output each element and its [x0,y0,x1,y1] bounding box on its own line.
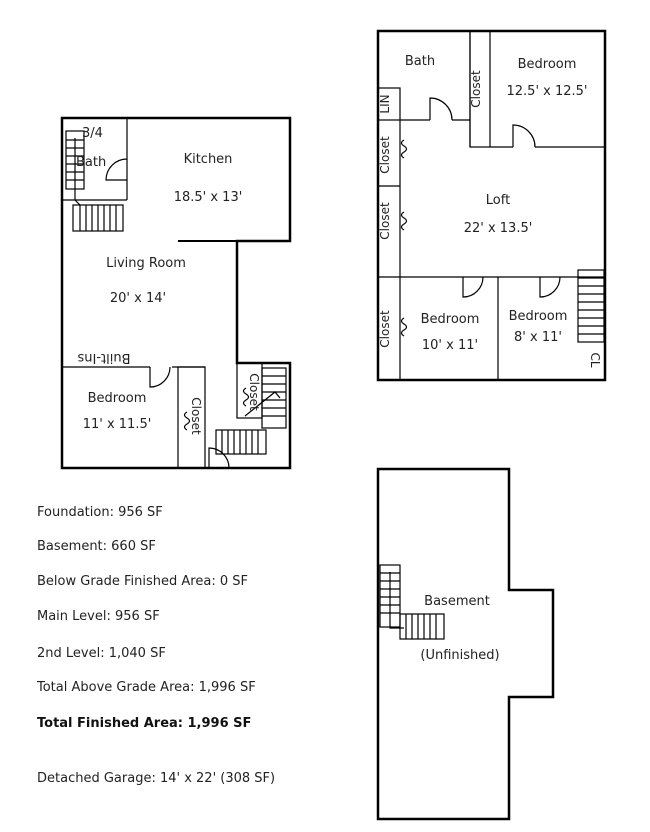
entry-door-swing [209,448,229,468]
upper-stair [578,270,604,342]
stat-basement: Basement: 660 SF [37,539,156,554]
upper-bedroom1-dims: 12.5' x 12.5' [506,84,588,99]
main-bedroom-dims: 11' x 11.5' [82,417,152,432]
loft-dims: 22' x 13.5' [463,221,533,236]
stat-detached-garage: Detached Garage: 14' x 22' (308 SF) [37,771,276,786]
upper-closet-label-b: Closet [378,136,392,174]
upper-bedroom3-label: Bedroom [508,309,568,324]
stat-total-above-grade: Total Above Grade Area: 1,996 SF [37,680,256,695]
bath-label: 3/4 [82,126,103,141]
upper-closet-label-d: Closet [378,310,392,348]
kitchen-dims: 18.5' x 13' [173,190,243,205]
upper-bedroom2-label: Bedroom [420,312,480,327]
kitchen-label: Kitchen [183,152,233,167]
bath-door-swing [106,159,127,180]
bedroom-door-swing [150,367,170,387]
main-closet-b-label: Closet [247,373,261,411]
stat-second-level: 2nd Level: 1,040 SF [37,646,166,661]
basement-plan [378,469,553,819]
upper-closet-label-c: Closet [378,202,392,240]
stat-total-finished: Total Finished Area: 1,996 SF [37,716,252,731]
upper-bedroom1-label: Bedroom [517,57,577,72]
upper-bedroom3-dims: 8' x 11' [514,330,562,345]
basement-outline [378,469,553,819]
upper-closet-label-a: Closet [469,70,483,108]
bed2-door [463,277,483,297]
loft-label: Loft [485,193,511,208]
main-floor-outline [62,118,290,468]
upper-bedroom1-door [513,125,535,147]
living-room-label: Living Room [106,256,186,271]
bed3-door [540,277,560,297]
stat-main-level: Main Level: 956 SF [37,609,160,624]
stat-foundation: Foundation: 956 SF [37,505,163,520]
lin-label: LIN [378,94,392,114]
cl-label: CL [588,352,602,368]
main-bedroom-label: Bedroom [87,391,147,406]
basement-sublabel: (Unfinished) [420,648,500,663]
upper-bath-label: Bath [404,54,436,69]
stat-below-grade: Below Grade Finished Area: 0 SF [37,574,248,589]
main-stair-upper [66,131,123,231]
built-ins-label: Built-Ins [77,350,131,365]
upper-bath-door [430,98,452,120]
upper-bedroom2-dims: 10' x 11' [421,338,479,353]
living-room-dims: 20' x 14' [109,291,167,306]
bath-label-2: Bath [76,155,107,170]
main-floor-plan [62,118,290,468]
main-closet-a-label: Closet [189,397,203,435]
basement-label: Basement [424,594,490,609]
